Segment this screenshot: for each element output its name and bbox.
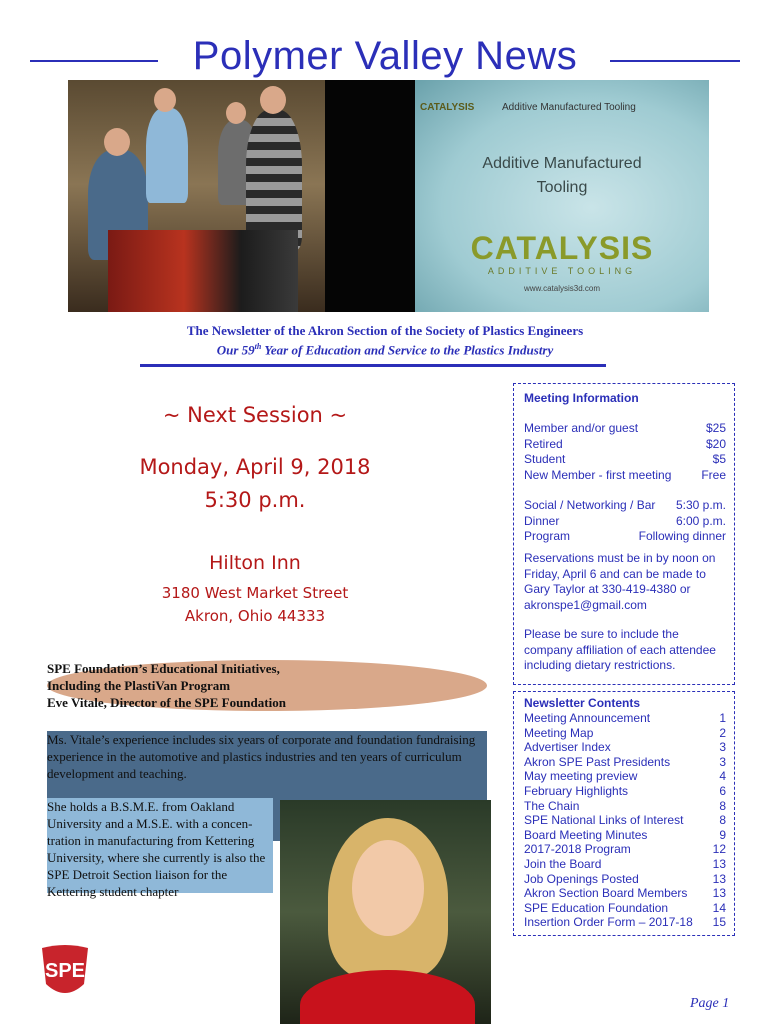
contents-item[interactable] bbox=[524, 828, 726, 843]
fee-label: Student bbox=[524, 452, 566, 466]
contents-item-page: 8 bbox=[719, 813, 726, 828]
contents-item-page: 15 bbox=[712, 915, 726, 930]
tagline-prefix: Our 59 bbox=[216, 342, 255, 358]
article-paragraph: Ms. Vitale’s experience includes six years of corporate and foundation fundraising experience in the automotive and plastics industries and ten years of curriculum development and teaching. bbox=[47, 731, 487, 841]
contents-item-page: 3 bbox=[719, 740, 726, 755]
schedule-row bbox=[524, 514, 726, 530]
contents-item-label: February Highlights bbox=[524, 783, 629, 798]
tagline-suffix: Year of Education and Service to the Plastics Industry bbox=[261, 342, 554, 358]
contents-item-label: May meeting preview bbox=[524, 769, 638, 784]
schedule-row bbox=[524, 498, 726, 514]
contents-item-page: 13 bbox=[712, 856, 726, 871]
contents-item[interactable] bbox=[524, 886, 726, 901]
fee-list bbox=[524, 421, 726, 483]
contents-item[interactable] bbox=[524, 813, 726, 828]
newsletter-tagline bbox=[0, 342, 770, 358]
contents-item-page: 14 bbox=[712, 900, 726, 915]
meeting-info-box bbox=[513, 383, 735, 685]
spe-logo bbox=[36, 944, 94, 1000]
affiliation-note: Please be sure to include the company affiliation of each attendee including dietary restrictions. bbox=[524, 627, 716, 672]
contents-item-page: 9 bbox=[719, 827, 726, 842]
article-heading-line: Including the PlastiVan Program bbox=[47, 678, 231, 693]
slide-title bbox=[415, 152, 709, 200]
contents-item[interactable] bbox=[524, 901, 726, 916]
contents-item-page: 3 bbox=[719, 754, 726, 769]
contents-item-label: Job Openings Posted bbox=[524, 871, 639, 886]
photo-head bbox=[154, 88, 176, 112]
contents-item-label: Join the Board bbox=[524, 856, 602, 871]
next-session-heading: ~ Next Session ~ bbox=[162, 403, 348, 427]
contents-item[interactable] bbox=[524, 726, 726, 741]
contents-item[interactable] bbox=[524, 857, 726, 872]
tagline-superscript: th bbox=[254, 342, 262, 351]
contents-item-page: 4 bbox=[719, 769, 726, 784]
contents-item-label: The Chain bbox=[524, 798, 580, 813]
contents-item[interactable] bbox=[524, 711, 726, 726]
page-number: Page 1 bbox=[690, 996, 730, 1011]
header-photo bbox=[68, 80, 709, 312]
photo-head bbox=[104, 128, 130, 156]
slide-title-line: Tooling bbox=[536, 179, 588, 196]
slide-url: www.catalysis3d.com bbox=[523, 284, 601, 293]
fee-label: Retired bbox=[524, 436, 563, 451]
contents-item-label: SPE Education Foundation bbox=[524, 900, 669, 915]
slide-logo: CATALYSIS bbox=[470, 230, 654, 266]
contents-list bbox=[524, 711, 726, 930]
contents-item-page: 2 bbox=[719, 725, 726, 740]
contents-item-page: 8 bbox=[719, 798, 726, 813]
contents-item-label: Advertiser Index bbox=[524, 740, 611, 755]
contents-item[interactable] bbox=[524, 740, 726, 755]
fee-label: Member and/or guest bbox=[524, 421, 639, 435]
photo-tooling-display bbox=[108, 230, 298, 312]
contents-item-page: 13 bbox=[712, 871, 726, 886]
contents-item[interactable] bbox=[524, 842, 726, 857]
fee-row bbox=[524, 437, 726, 453]
subtitle-rule bbox=[140, 364, 606, 367]
photo-head bbox=[226, 102, 246, 124]
contents-item-label: Board Meeting Minutes bbox=[524, 827, 648, 842]
schedule-value: Following dinner bbox=[638, 529, 726, 543]
fee-row bbox=[524, 421, 726, 437]
contents-item-label: 2017-2018 Program bbox=[524, 842, 631, 857]
contents-item-page: 6 bbox=[719, 783, 726, 798]
contents-item-label: Insertion Order Form – 2017-18 bbox=[524, 915, 693, 930]
fee-value: $25 bbox=[705, 421, 726, 435]
speaker-portrait bbox=[280, 800, 491, 1024]
session-date: Monday, April 9, 2018 bbox=[139, 455, 371, 479]
schedule-value: 5:30 p.m. bbox=[675, 498, 726, 512]
contents-item[interactable] bbox=[524, 769, 726, 784]
article-paragraph: She holds a B.S.M.E. from Oakland University and a M.S.E. with a concen-tration in manufacturing from Kettering University, where she currently is also the SPE Detroit Section liaison for the Kettering student chapter bbox=[47, 798, 273, 893]
photo-person bbox=[146, 108, 188, 203]
contents-heading: Newsletter Contents bbox=[524, 696, 641, 710]
contents-item-label: Meeting Map bbox=[524, 725, 594, 740]
contents-item-page: 13 bbox=[712, 886, 726, 901]
contents-item[interactable] bbox=[524, 872, 726, 887]
photo-dark-area bbox=[325, 80, 415, 312]
contents-item-label: Akron Section Board Members bbox=[524, 886, 688, 901]
contents-item[interactable] bbox=[524, 784, 726, 799]
photo-person bbox=[246, 110, 302, 250]
newsletter-subtitle: The Newsletter of the Akron Section of the Society of Plastics Engineers bbox=[186, 323, 584, 338]
schedule-label: Social / Networking / Bar bbox=[524, 498, 656, 512]
session-city: Akron, Ohio 44333 bbox=[184, 607, 326, 625]
schedule-list bbox=[524, 498, 726, 545]
session-street: 3180 West Market Street bbox=[161, 584, 349, 602]
fee-row bbox=[524, 468, 726, 484]
masthead bbox=[30, 34, 740, 84]
masthead-rule-right bbox=[610, 60, 740, 62]
contents-item[interactable] bbox=[524, 755, 726, 770]
photo-head bbox=[260, 86, 286, 114]
contents-item-label: Akron SPE Past Presidents bbox=[524, 754, 671, 769]
reservation-info: Reservations must be in by noon on Friday, April 6 and can be made to Gary Taylor at 330-419-4380 or akronspe1@gmail.com bbox=[524, 551, 716, 612]
photo-attendees bbox=[68, 80, 325, 312]
portrait-jacket bbox=[300, 970, 475, 1024]
slide-tagline: ADDITIVE TOOLING bbox=[487, 266, 637, 276]
fee-value: $5 bbox=[712, 452, 726, 466]
schedule-label: Program bbox=[524, 529, 571, 543]
contents-item-label: Meeting Announcement bbox=[524, 711, 651, 725]
fee-value: Free bbox=[701, 467, 726, 482]
slide-title-line: Additive Manufactured bbox=[482, 155, 642, 172]
newsletter-contents-box bbox=[513, 691, 735, 936]
slide-header-text: Additive Manufactured Tooling bbox=[502, 102, 636, 113]
newsletter-title: Polymer Valley News bbox=[192, 34, 578, 78]
spe-logo-text: SPE bbox=[44, 960, 86, 982]
fee-label: New Member - first meeting bbox=[524, 467, 672, 482]
fee-row bbox=[524, 452, 726, 468]
article-heading bbox=[47, 660, 487, 711]
contents-item-page: 1 bbox=[719, 711, 726, 725]
contents-item-page: 12 bbox=[712, 842, 726, 857]
contents-item[interactable] bbox=[524, 799, 726, 814]
fee-value: $20 bbox=[705, 436, 726, 451]
session-venue: Hilton Inn bbox=[209, 552, 301, 574]
meeting-info-heading: Meeting Information bbox=[524, 391, 639, 405]
contents-item[interactable] bbox=[524, 915, 726, 930]
slide-logo-small: CATALYSIS bbox=[420, 102, 475, 113]
schedule-row bbox=[524, 529, 726, 545]
schedule-value: 6:00 p.m. bbox=[675, 513, 726, 528]
portrait-face bbox=[352, 840, 424, 936]
article-heading-line: Eve Vitale, Director of the SPE Foundation bbox=[47, 695, 286, 710]
session-time: 5:30 p.m. bbox=[204, 488, 306, 512]
contents-item-label: SPE National Links of Interest bbox=[524, 813, 684, 828]
schedule-label: Dinner bbox=[524, 513, 560, 528]
article-heading-line: SPE Foundation’s Educational Initiatives, bbox=[47, 661, 280, 676]
